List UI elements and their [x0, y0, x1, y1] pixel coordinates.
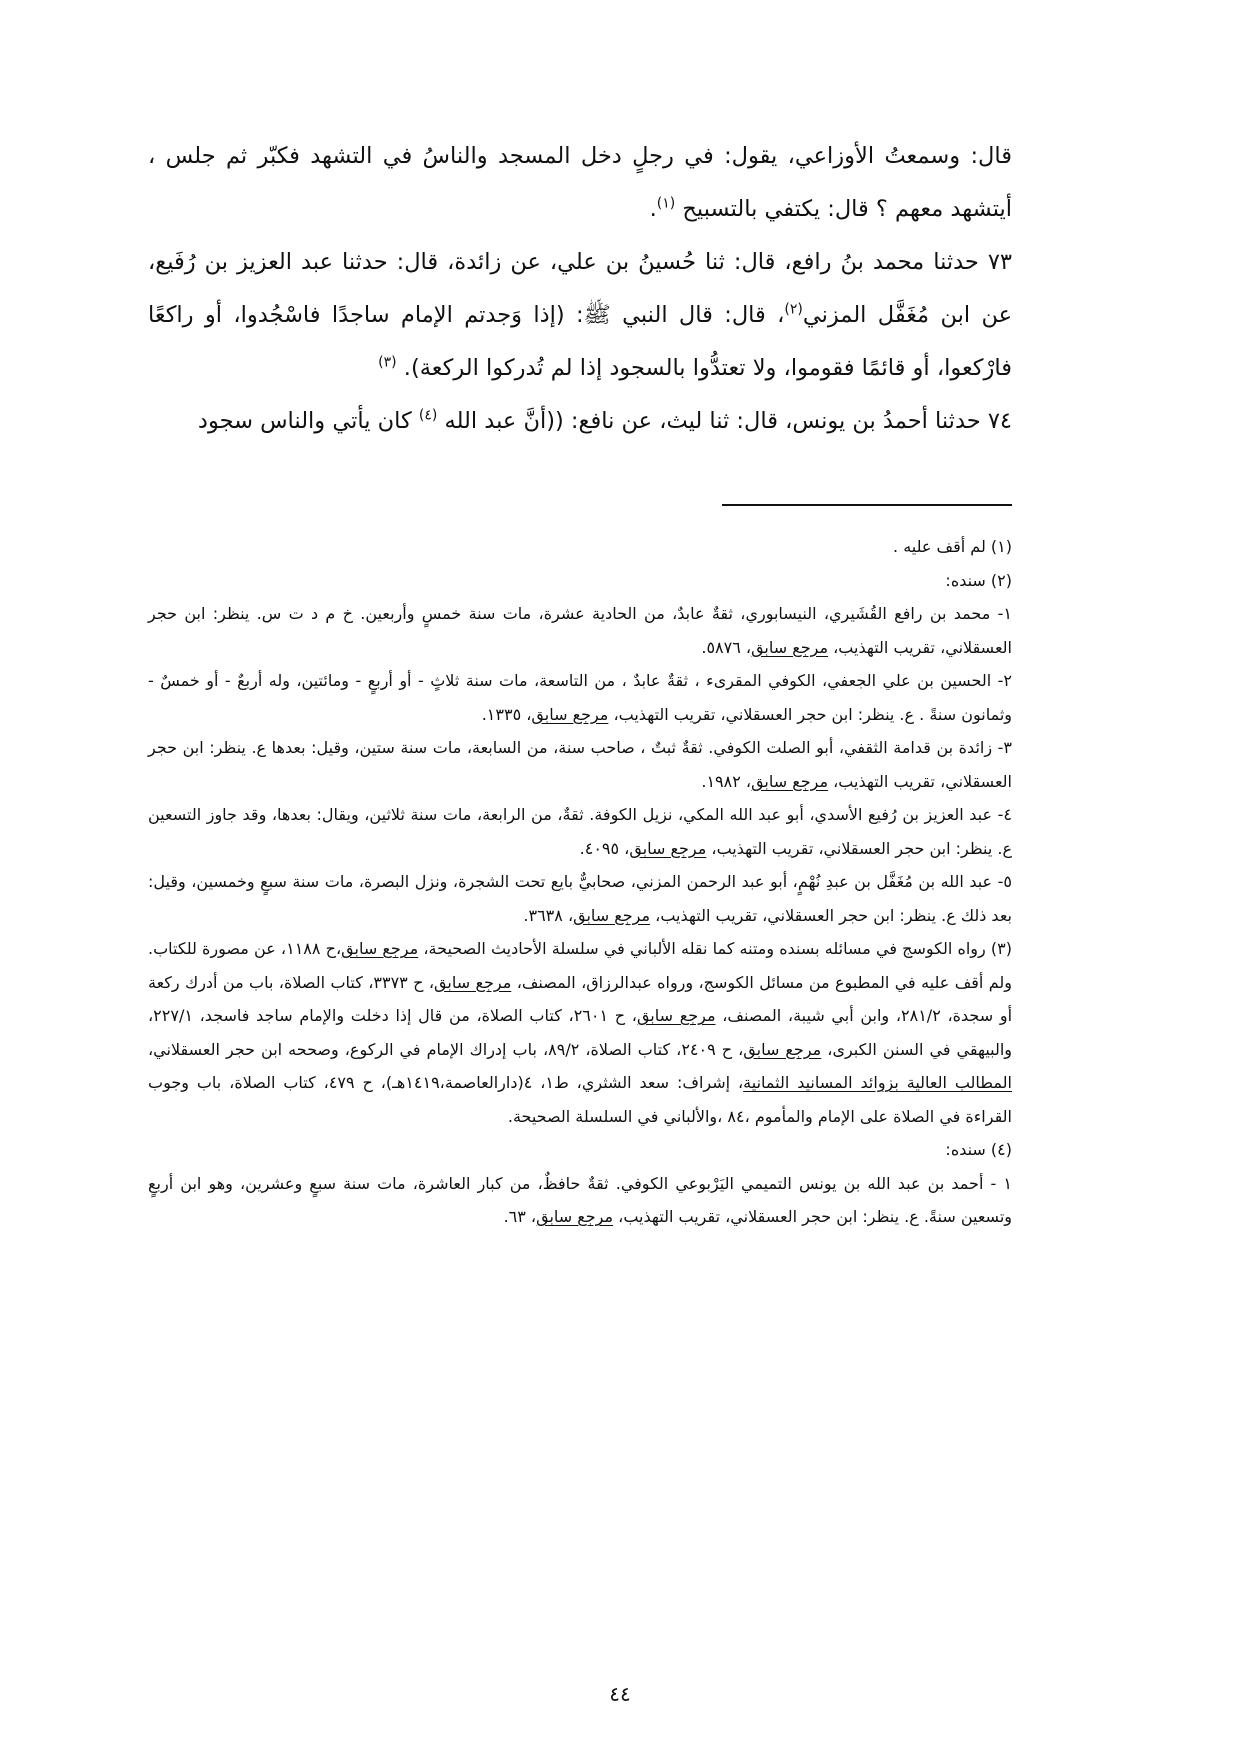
paragraph-text: ٧٤ حدثنا أحمدُ بن يونس، قال: ثنا ليث، عن نافع: ((أنَّ عبد الله: [444, 408, 1012, 434]
reference-link: مرجع سابق: [629, 838, 707, 858]
footnote-text: ١- محمد بن رافع القُشَيري، النيسابوري، ثقةٌ عابدٌ، من الحادية عشرة، مات سنة خمسٍ وأربعين. خ م د ت س. ينظر: ابن حجر العسقلاني، تقريب التهذيب،: [148, 604, 1012, 657]
reference-link: المطالب العالية بزوائد المسانيد الثمانية: [743, 1073, 1012, 1092]
reference-link: مرجع سابق: [341, 939, 419, 958]
footnote-text: ، ح ٣٣٧٣، كتاب الصلاة، باب من أدرك ركعة أو سجدة، ٢٨١/٢، وابن أبي شيبة، المصنف،: [148, 972, 1013, 1025]
footnote-ref: (٤): [418, 407, 438, 424]
document-page: [148, 130, 1012, 1730]
paragraph: [148, 130, 1012, 236]
footnote-heading: [148, 1133, 1012, 1167]
footnote-ref: (٣): [378, 354, 397, 371]
reference-link: مرجع سابق: [531, 704, 609, 724]
footnote-text: ،ح ١١٨٨، عن مصورة للكتاب. ولم أقف عليه في المطبوع من مسائل الكوسج، ورواه عبدالرزاق، المصنف،: [148, 939, 1013, 992]
footnote-entry: [148, 798, 1012, 865]
reference-link: مرجع سابق: [434, 972, 512, 992]
reference-link: مرجع سابق: [751, 637, 829, 657]
page-number: ٤٤: [609, 1682, 631, 1706]
footnote: [148, 530, 1012, 564]
footnote-text: ، ح ٢٤٠٩، كتاب الصلاة، ٨٩/٢، باب إدراك الإمام في الركوع، وصححه ابن حجر العسقلاني،: [148, 1039, 744, 1059]
footnote-entry: [148, 597, 1012, 664]
paragraph-text: ٧٣ حدثنا محمد بنُ رافع، قال: ثنا حُسينُ بن علي، عن زائدة، قال: حدثنا عبد العزيز بن رُفَيع، عن ابن مُغَفَّل المزني: [148, 249, 1013, 328]
reference-link: مرجع سابق: [573, 905, 651, 925]
footnote-text: ٤- عبد العزيز بن رُفيع الأسدي، أبو عبد الله المكي، نزيل الكوفة. ثقةٌ، من الرابعة، مات سنة ثلاثين، ويقال: بعدها، وقد جاوز التسعين ع. ينظر: ابن حجر العسقلاني، تقريب التهذيب،: [148, 805, 1012, 858]
footnote-ref: (١): [656, 195, 676, 212]
paragraph-text: كان يأتي والناس سجود: [197, 408, 412, 434]
paragraph-text: .: [649, 196, 657, 222]
reference-link: مرجع سابق: [536, 1207, 614, 1226]
footnote-text: ، ٥٨٧٦.: [701, 637, 752, 657]
footnote-entry: [148, 664, 1012, 731]
footnote-text: (٣) رواه الكوسج في مسائله بسنده ومتنه كما نقله الألباني في سلسلة الأحاديث الصحيحة،: [423, 939, 1013, 958]
footnote-text: ، ١٩٨٢.: [701, 771, 752, 791]
footnote-entry: [148, 731, 1012, 798]
main-text: [148, 130, 1012, 448]
footnote-text: ، ١٣٣٥.: [481, 704, 532, 724]
footnote-text: ، ٤٠٩٥.: [579, 838, 630, 858]
footnote-text: ، إشراف: سعد الشثري، ط١، ٤(دارالعاصمة،١٤١٩هـ)، ح ٤٧٩، كتاب الصلاة، باب وجوب القراءة في الصلاة على الإمام والمأموم ،٨٤ ،والألباني في السلسلة الصحيحة.: [148, 1073, 1012, 1126]
paragraph: [148, 395, 1012, 448]
footnote-text: (١) لم أقف عليه .: [893, 537, 1012, 556]
reference-link: مرجع سابق: [751, 771, 829, 791]
footnote-text: ، ٦٣.: [503, 1207, 537, 1226]
footnote-text: ٥- عبد الله بن مُغَفَّل بن عبدِ نُهْمٍ، أبو عبد الرحمن المزني، صحابيٌّ بايع تحت الشجرة، ونزل البصرة، مات سنة سبعٍ وخمسين، وقيل: بعد ذلك ع. ينظر: ابن حجر العسقلاني، تقريب التهذيب،: [148, 872, 1012, 925]
footnote-text: (٢) سنده:: [945, 570, 1012, 590]
footnote-entry: [148, 865, 1012, 932]
footnote-separator: [722, 504, 1012, 506]
footnote-text: ، ٣٦٣٨.: [523, 905, 574, 925]
footnote-entry: [148, 1167, 1012, 1234]
paragraph-text: ، قال: قال النبي ﷺ: (إذا وَجدتم الإمام ساجدًا فاسْجُدوا، أو راكعًا فارْكعوا، أو قائمًا فقوموا، ولا تعتدُّوا بالسجود إذا لم تُدركوا الركعة).: [148, 302, 1012, 381]
reference-link: مرجع سابق: [636, 1006, 716, 1025]
footnote-ref: (٢): [784, 301, 803, 318]
footnote-text: ١ - أحمد بن عبد الله بن يونس التميمي اليَرْبوعي الكوفي. ثقةٌ حافظٌ، من كبار العاشرة، مات سنة سبعٍ وعشرين، وهو ابن أربعٍ وتسعين سنةً. ع. ينظر: ابن حجر العسقلاني، تقريب التهذيب،: [148, 1173, 1012, 1226]
footnote: [148, 932, 1012, 1133]
footnote-text: (٤) سنده:: [945, 1140, 1012, 1159]
paragraph: [148, 236, 1012, 395]
footnote-text: ٣- زائدة بن قدامة الثقفي، أبو الصلت الكوفي. ثقةٌ ثبتٌ ، صاحب سنة، من السابعة، مات سنة ستين، وقيل: بعدها ع. ينظر: ابن حجر العسقلاني، تقريب التهذيب،: [148, 738, 1012, 791]
paragraph-text: قال: وسمعتُ الأوزاعي، يقول: في رجلٍ دخل المسجد والناسُ في التشهد فكبّر ثم جلس ، أيتشهد معهم ؟ قال: يكتفي بالتسبيح: [148, 143, 1012, 222]
footnote-heading: [148, 564, 1012, 598]
reference-link: مرجع سابق: [743, 1039, 822, 1059]
footnote-text: ٢- الحسين بن علي الجعفي، الكوفي المقرىء ، ثقةٌ عابدٌ ، من التاسعة، مات سنة ثلاثٍ - أو أربعٍ - ومائتين، وله أربعٌ - أو خمسٌ - وثمانون سنةً . ع. ينظر: ابن حجر العسقلاني، تقريب التهذيب،: [148, 671, 1012, 724]
footnote-text: ، ح ٢٦٠١، كتاب الصلاة، من قال إذا دخلت والإمام ساجد فاسجد، ٢٢٧/١، والبيهقي في السنن الكبرى،: [148, 1006, 1013, 1059]
footnotes: [148, 530, 1012, 1234]
